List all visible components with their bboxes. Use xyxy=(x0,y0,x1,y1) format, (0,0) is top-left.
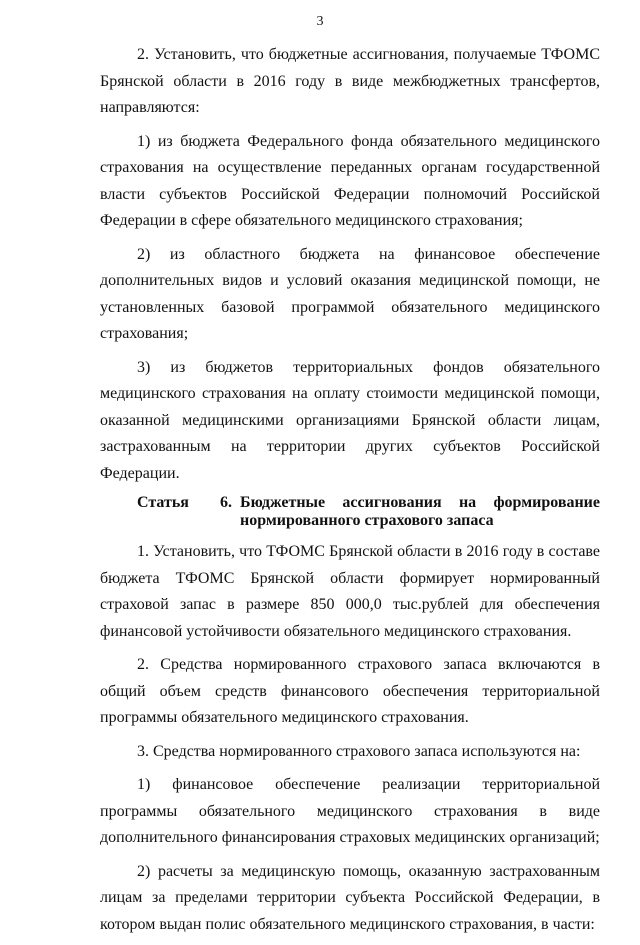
paragraph-reserve-inclusion: 2. Средства нормированного страхового запаса включаются в общий объем средств финансового обеспечения территориальной программы обязательного медицинского страхования. xyxy=(100,656,600,726)
paragraph-reserve-formation: 1. Установить, что ТФОМС Брянской области в 2016 году в составе бюджета ТФОМС Брянской области формирует нормированный страховой запас в размере 850 000,0 тыс.рублей для обеспечения финансовой устойчивости обязательного медицинского страхования. xyxy=(100,543,600,640)
article-title: Бюджетные ассигнования на формирование нормированного страхового запаса xyxy=(240,494,600,529)
paragraph-territorial-funds: 3) из бюджетов территориальных фондов обязательного медицинского страхования на оплату стоимости медицинской помощи, оказанной медицинскими организациями Брянской области лицам, застрахованным на территории других субъектов Российской Федерации. xyxy=(100,358,600,482)
paragraph-usage-item-1: 1) финансовое обеспечение реализации территориальной программы обязательного медицинского страхования в виде дополнительного финансирования страховых медицинских организаций; xyxy=(100,776,600,846)
paragraph-transfers-intro: 2. Установить, что бюджетные ассигнования, получаемые ТФОМС Брянской области в 2016 году в виде межбюджетных трансфертов, направляются: xyxy=(100,46,600,116)
article-label xyxy=(100,494,240,530)
article-heading xyxy=(100,494,600,530)
paragraph-federal-fund: 1) из бюджета Федерального фонда обязательного медицинского страхования на осуществление переданных органам государственной власти субъектов Российской Федерации полномочий Российской Федерации в сфере обязательного медицинского страхования; xyxy=(100,132,600,229)
document-body xyxy=(100,42,600,945)
paragraph-usage-item-2: 2) расчеты за медицинскую помощь, оказанную застрахованным лицам за пределами территории субъекта Российской Федерации, в котором выдан полис обязательного медицинского страхования, в части: xyxy=(100,862,600,933)
article-word: Статья xyxy=(137,494,189,511)
paragraph-regional-budget: 2) из областного бюджета на финансовое обеспечение дополнительных видов и условий оказания медицинской помощи, не установленных базовой программой обязательного медицинского страхования; xyxy=(100,245,600,342)
paragraph-reserve-usage: 3. Средства нормированного страхового запаса используются на: xyxy=(137,742,581,760)
page-number: 3 xyxy=(316,14,324,29)
article-number: 6. xyxy=(219,494,232,511)
